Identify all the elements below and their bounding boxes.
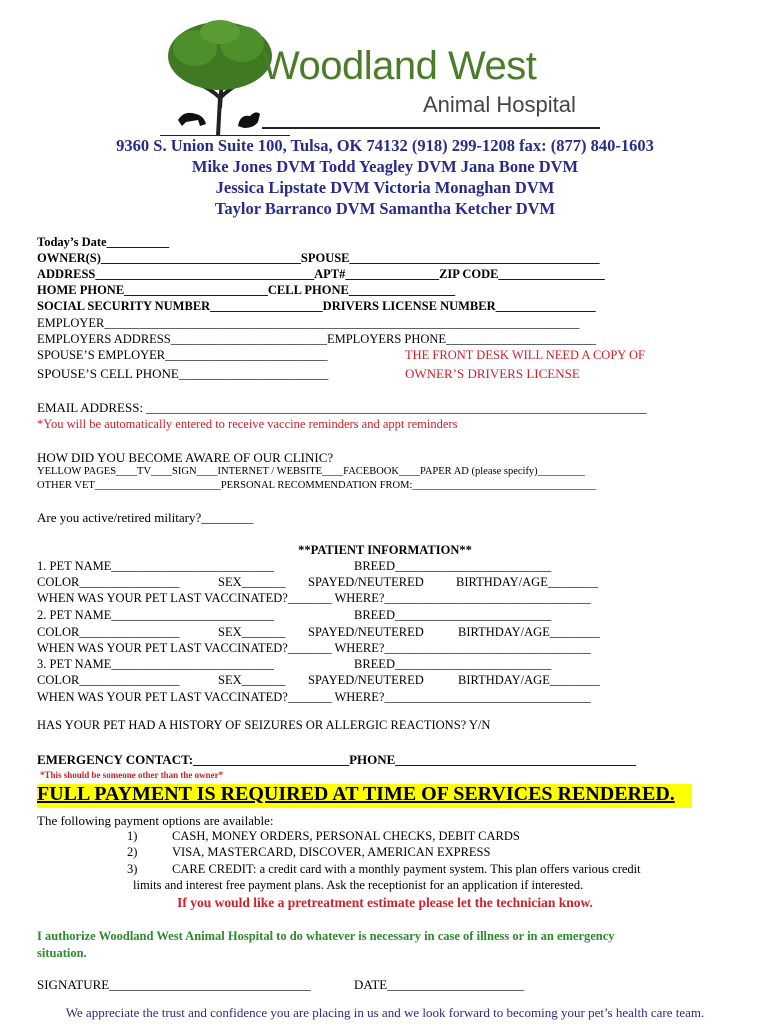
pet-2-vaccinated-field[interactable]: WHEN WAS YOUR PET LAST VACCINATED?_______ WHERE?_________________________________ xyxy=(37,641,591,655)
emergency-note: *This should be someone other than the owner* xyxy=(40,770,224,780)
payment-option-3-num: 3) xyxy=(127,862,138,876)
date-field[interactable]: DATE_____________________ xyxy=(354,977,524,992)
spouses-cell-field[interactable]: SPOUSE’S CELL PHONE_______________________ xyxy=(37,366,329,381)
pet-3-sex-field[interactable]: SEX_______ xyxy=(218,673,286,687)
email-field[interactable]: EMAIL ADDRESS: _____________________________________________________________________________ xyxy=(37,400,647,415)
pet-3-birthday-field[interactable]: BIRTHDAY/AGE________ xyxy=(458,673,600,687)
pet-2-name-field[interactable]: 2. PET NAME__________________________ xyxy=(37,608,274,622)
payment-banner: FULL PAYMENT IS REQUIRED AT TIME OF SERVICES RENDERED. xyxy=(37,783,675,805)
patient-info-heading: **PATIENT INFORMATION** xyxy=(298,543,472,557)
awareness-question: HOW DID YOU BECOME AWARE OF OUR CLINIC? xyxy=(37,450,334,465)
logo-underline xyxy=(262,127,600,129)
doctor-list-3: Taylor Barranco DVM Samantha Ketcher DVM xyxy=(214,199,556,218)
email-note: *You will be automatically entered to receive vaccine reminders and appt reminders xyxy=(37,417,458,431)
logo-subtitle: Animal Hospital xyxy=(423,92,576,117)
pet-2-breed-field[interactable]: BREED_________________________ xyxy=(354,608,552,622)
military-field[interactable]: Are you active/retired military?________ xyxy=(37,510,254,525)
home-phone-field[interactable]: HOME PHONE_______________________CELL PHONE_________________ xyxy=(37,283,456,297)
payment-option-2: VISA, MASTERCARD, DISCOVER, AMERICAN EXPRESS xyxy=(172,845,491,859)
payment-option-2-num: 2) xyxy=(127,845,138,859)
clinic-address: 9360 S. Union Suite 100, Tulsa, OK 74132 (918) 299-1208 fax: (877) 840-1603 xyxy=(116,136,654,155)
pet-1-sex-field[interactable]: SEX_______ xyxy=(218,575,286,589)
todays-date-field[interactable]: Today’s Date__________ xyxy=(37,235,170,249)
pet-1-color-field[interactable]: COLOR________________ xyxy=(37,575,180,589)
footer-message: We appreciate the trust and confidence you are placing in us and we look forward to becoming your pet’s health care team. xyxy=(65,1005,705,1020)
doctor-list-2: Jessica Lipstate DVM Victoria Monaghan DVM xyxy=(215,178,555,197)
employer-field[interactable]: EMPLOYER____________________________________________________________________________ xyxy=(37,316,580,330)
pet-3-breed-field[interactable]: BREED_________________________ xyxy=(354,657,552,671)
pet-2-birthday-field[interactable]: BIRTHDAY/AGE________ xyxy=(458,625,600,639)
pet-3-name-field[interactable]: 3. PET NAME__________________________ xyxy=(37,657,274,671)
pet-2-color-field[interactable]: COLOR________________ xyxy=(37,625,180,639)
pet-1-spayed-field[interactable]: SPAYED/NEUTERED xyxy=(308,575,424,589)
payment-option-1: CASH, MONEY ORDERS, PERSONAL CHECKS, DEBIT CARDS xyxy=(172,829,520,843)
front-desk-note-2: OWNER’S DRIVERS LICENSE xyxy=(405,366,580,381)
signature-field[interactable]: SIGNATURE_______________________________ xyxy=(37,977,311,992)
seizures-question[interactable]: HAS YOUR PET HAD A HISTORY OF SEIZURES OR ALLERGIC REACTIONS? Y/N xyxy=(37,718,491,732)
payment-option-3-continued: limits and interest free payment plans. Ask the receptionist for an application if interested. xyxy=(133,878,584,892)
pet-2-sex-field[interactable]: SEX_______ xyxy=(218,625,286,639)
ssn-field[interactable]: SOCIAL SECURITY NUMBER__________________DRIVERS LICENSE NUMBER________________ xyxy=(37,299,596,313)
doctor-list-1: Mike Jones DVM Todd Yeagley DVM Jana Bone DVM xyxy=(191,157,579,176)
awareness-options-row-1[interactable]: YELLOW PAGES____TV____SIGN____INTERNET / WEBSITE____FACEBOOK____PAPER AD (please specify)_________ xyxy=(37,466,585,477)
pet-3-vaccinated-field[interactable]: WHEN WAS YOUR PET LAST VACCINATED?_______ WHERE?_________________________________ xyxy=(37,690,591,704)
awareness-options-row-2[interactable]: OTHER VET________________________PERSONAL RECOMMENDATION FROM:___________________________________ xyxy=(37,480,597,491)
payment-option-3: CARE CREDIT: a credit card with a monthly payment system. This plan offers various credit xyxy=(172,862,641,876)
authorization-line-1: I authorize Woodland West Animal Hospital to do whatever is necessary in case of illness or in an emergency xyxy=(37,929,615,943)
pretreatment-estimate-note: If you would like a pretreatment estimate please let the technician know. xyxy=(177,895,593,910)
owners-field[interactable]: OWNER(S)________________________________SPOUSE________________________________________ xyxy=(37,251,600,265)
spouses-employer-field[interactable]: SPOUSE’S EMPLOYER__________________________ xyxy=(37,348,328,362)
payment-option-1-num: 1) xyxy=(127,829,138,843)
front-desk-note-1: THE FRONT DESK WILL NEED A COPY OF xyxy=(405,348,645,362)
pet-2-spayed-field[interactable]: SPAYED/NEUTERED xyxy=(308,625,424,639)
emergency-contact-field[interactable]: EMERGENCY CONTACT:________________________PHONE_____________________________________ xyxy=(37,752,636,767)
pet-3-color-field[interactable]: COLOR________________ xyxy=(37,673,180,687)
employers-address-field[interactable]: EMPLOYERS ADDRESS_________________________EMPLOYERS PHONE________________________ xyxy=(37,332,597,346)
pet-1-birthday-field[interactable]: BIRTHDAY/AGE________ xyxy=(456,575,598,589)
clinic-logo xyxy=(150,18,620,136)
pet-1-vaccinated-field[interactable]: WHEN WAS YOUR PET LAST VACCINATED?_______ WHERE?_________________________________ xyxy=(37,591,591,605)
pet-1-name-field[interactable]: 1. PET NAME__________________________ xyxy=(37,559,274,573)
address-field[interactable]: ADDRESS___________________________________APT#_______________ZIP CODE_________________ xyxy=(37,267,605,281)
pet-1-breed-field[interactable]: BREED_________________________ xyxy=(354,559,552,573)
logo-title: Woodland West xyxy=(262,44,537,88)
payment-intro: The following payment options are available: xyxy=(37,813,274,828)
authorization-line-2: situation. xyxy=(37,946,87,960)
pet-3-spayed-field[interactable]: SPAYED/NEUTERED xyxy=(308,673,424,687)
